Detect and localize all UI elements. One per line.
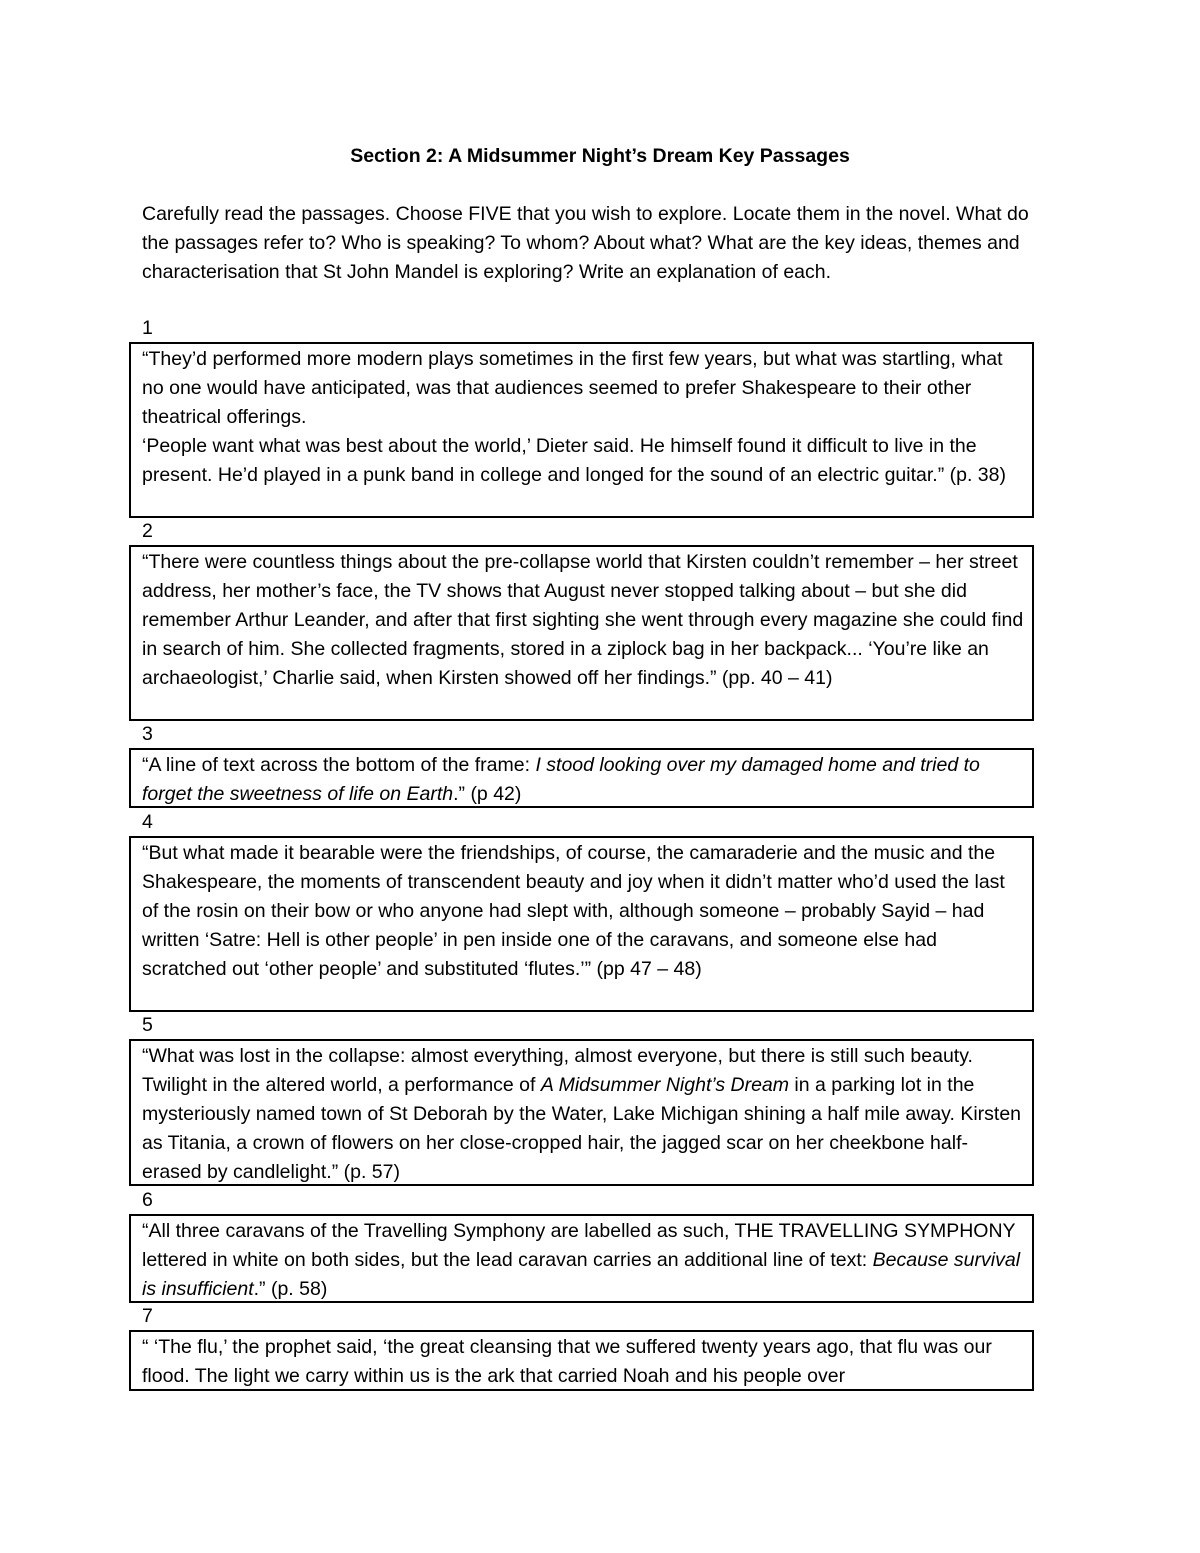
- passage-text-part: .” (p 42): [453, 783, 522, 805]
- passage-box: [129, 748, 1034, 808]
- instructions-paragraph: Carefully read the passages. Choose FIVE that you wish to explore. Locate them in the novel. What do the passages refer to? Who is speaking? To whom? About what? What are the key ideas, themes and characterisation that St John Mandel is exploring? Write an explanation of each.: [142, 203, 1029, 283]
- page-title: Section 2: A Midsummer Night’s Dream Key Passages: [350, 145, 850, 167]
- passage-number: 1: [142, 317, 153, 339]
- passage-quote-italic: Because survival is insufficient: [142, 1249, 1021, 1300]
- passage-text-part: .” (p. 58): [253, 1278, 328, 1300]
- passage-number: 2: [142, 520, 153, 542]
- passage-number: 7: [142, 1305, 153, 1327]
- passage-text: “But what made it bearable were the friendships, of course, the camaraderie and the music and the Shakespeare, the moments of transcendent beauty and joy when it didn’t matter who’d used the last of the rosin on their bow or who anyone had slept with, although someone – probably Sayid – had written ‘Satre: Hell is other people’ in pen inside one of the caravans, and someone else had scratched out ‘other people’ and substituted ‘flutes.’” (pp 47 – 48): [142, 842, 1005, 980]
- passage-number: 6: [142, 1189, 153, 1211]
- passage-quote-italic: I stood looking over my damaged home and tried to forget the sweetness of life on Earth: [142, 754, 980, 805]
- passage-quote-italic: A Midsummer Night’s Dream: [540, 1074, 790, 1096]
- passage-box: [129, 836, 1034, 1012]
- passage-text-part: “What was lost in the collapse: almost everything, almost everyone, but there is still such beauty. Twilight in the altered world, a performance of: [142, 1045, 973, 1096]
- passage-box: [129, 545, 1034, 721]
- passage-number: 3: [142, 723, 153, 745]
- passage-text: [142, 1042, 1026, 1186]
- passage-box: [129, 342, 1034, 518]
- passage-box: [129, 1039, 1034, 1186]
- passage-text: “ ‘The flu,’ the prophet said, ‘the great cleansing that we suffered twenty years ago, that flu was our flood. The light we carry within us is the ark that carried Noah and his people over: [142, 1336, 992, 1387]
- passage-box: [129, 1214, 1034, 1303]
- passage-text-part: “All three caravans of the Travelling Symphony are labelled as such, THE TRAVELLING SYMPHONY lettered in white on both sides, but the lead caravan carries an additional line of text:: [142, 1220, 1016, 1271]
- passage-text: “There were countless things about the pre-collapse world that Kirsten couldn’t remember – her street address, her mother’s face, the TV shows that August never stopped talking about – but she did remember Arthur Leander, and after that first sighting she went through every magazine she could find in search of him. She collected fragments, stored in a ziplock bag in her backpack... ‘You’re like an archaeologist,’ Charlie said, when Kirsten showed off her findings.” (pp. 40 – 41): [142, 551, 1024, 689]
- passage-text: [142, 751, 1026, 808]
- passage-text-part: “A line of text across the bottom of the frame:: [142, 754, 536, 776]
- passage-text-part: in a parking lot in the mysteriously named town of St Deborah by the Water, Lake Michigan shining a half mile away. Kirsten as Titania, a crown of flowers on her close-cropped hair, the jagged scar on her cheekbone half-erased by candlelight.” (p. 57): [142, 1074, 1022, 1183]
- passage-box: [129, 1330, 1034, 1391]
- passage-number: 5: [142, 1014, 153, 1036]
- passage-number: 4: [142, 811, 153, 833]
- passage-text: [142, 1217, 1026, 1303]
- passage-text: “They’d performed more modern plays sometimes in the first few years, but what was startling, what no one would have anticipated, was that audiences seemed to prefer Shakespeare to their other theatrical offerings.: [142, 348, 1003, 428]
- passage-text: ‘People want what was best about the world,’ Dieter said. He himself found it difficult to live in the present. He’d played in a punk band in college and longed for the sound of an electric guitar.” (p. 38): [142, 435, 1006, 486]
